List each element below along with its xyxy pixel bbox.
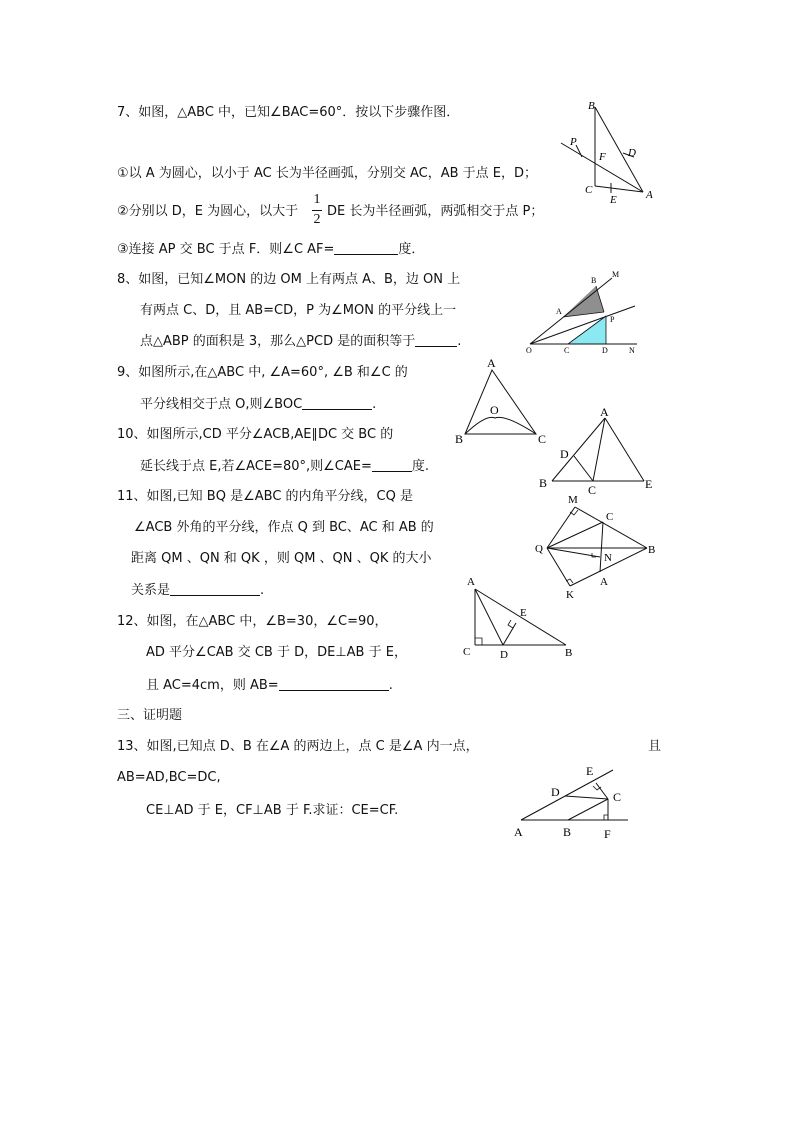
q9-label-O: O bbox=[490, 403, 499, 417]
q12-label-B: B bbox=[565, 647, 573, 659]
q8-line3b: . bbox=[457, 334, 462, 349]
q12-answer-blank[interactable] bbox=[279, 677, 389, 691]
q11-label-M: M bbox=[568, 494, 578, 506]
q7-label-E: E bbox=[610, 194, 617, 206]
q10-figure bbox=[535, 400, 660, 495]
q7-line1: 7、如图，△ABC 中，已知∠BAC=60°．按以下步骤作图． bbox=[117, 105, 460, 120]
q7-label-B: B bbox=[588, 100, 595, 112]
q12-line1: 12、如图，在△ABC 中，∠B=30，∠C=90， bbox=[117, 614, 388, 629]
q7-line4b: 度． bbox=[398, 242, 425, 257]
q8-label-C: C bbox=[564, 346, 570, 355]
q9-line2 bbox=[140, 396, 376, 413]
q10-line2 bbox=[140, 458, 429, 475]
q8-label-D: D bbox=[602, 346, 608, 355]
q7-figure bbox=[555, 95, 665, 205]
q13-label-C: C bbox=[613, 790, 622, 804]
q10-line2b: 度. bbox=[411, 459, 430, 474]
q9-answer-blank[interactable] bbox=[302, 396, 372, 410]
q11-label-B: B bbox=[648, 544, 656, 556]
q13-label-B: B bbox=[563, 825, 572, 839]
q11-line2: ∠ACB 外角的平分线，作点 Q 到 BC、AC 和 AB 的 bbox=[134, 520, 434, 535]
q11-label-K: K bbox=[566, 589, 574, 601]
q10-line1: 10、如图所示,CD 平分∠ACB,AE∥DC 交 BC 的 bbox=[117, 427, 394, 442]
q12-label-C: C bbox=[463, 646, 471, 658]
q9-line2b: . bbox=[372, 397, 377, 412]
q12-label-A: A bbox=[467, 576, 475, 588]
q12-label-E: E bbox=[520, 607, 527, 619]
q11-line4a: 关系是 bbox=[131, 583, 171, 598]
q11-line1: 11、如图,已知 BQ 是∠ABC 的内角平分线，CQ 是 bbox=[117, 489, 413, 504]
q7-line3b: DE 长为半径画弧，两弧相交于点 P； bbox=[327, 204, 544, 219]
q11-label-A: A bbox=[600, 576, 608, 588]
q12-line3a: 且 AC=4cm，则 AB= bbox=[146, 678, 279, 693]
q8-label-P: P bbox=[610, 315, 615, 324]
section-title: 三、证明题 bbox=[117, 708, 183, 723]
q7-line2: ①以 A 为圆心，以小于 AC 长为半径画弧，分别交 AC，AB 于点 E，D； bbox=[117, 166, 537, 181]
q8-figure bbox=[525, 268, 645, 358]
q7-answer-blank[interactable] bbox=[334, 241, 398, 255]
q7-frac-num: 1 bbox=[313, 192, 321, 207]
q9-line2a: 平分线相交于点 O,则∠BOC bbox=[140, 397, 303, 412]
q10-answer-blank[interactable] bbox=[372, 458, 412, 472]
q8-label-B: B bbox=[591, 276, 597, 285]
q7-label-P: P bbox=[570, 136, 577, 148]
q9-label-B: B bbox=[455, 432, 464, 446]
q13-label-F: F bbox=[604, 827, 611, 841]
q11-line3: 距离 QM 、QN 和 QK ，则 QM 、QN 、QK 的大小 bbox=[131, 551, 432, 566]
q12-line3 bbox=[146, 677, 393, 694]
q10-label-A: A bbox=[600, 405, 609, 419]
q7-label-C: C bbox=[585, 184, 593, 196]
q8-label-N: N bbox=[629, 346, 635, 355]
q11-line4b: . bbox=[260, 583, 265, 598]
q12-figure bbox=[455, 572, 580, 667]
q11-label-N: N bbox=[604, 552, 612, 564]
q9-label-C: C bbox=[538, 432, 547, 446]
q13-figure bbox=[505, 755, 640, 845]
q8-label-O: O bbox=[526, 346, 532, 355]
q13-line1-end: 且 bbox=[648, 739, 662, 754]
q10-label-B: B bbox=[539, 476, 548, 490]
q7-frac-den: 2 bbox=[313, 212, 321, 227]
q8-line3 bbox=[140, 333, 461, 350]
q10-label-D: D bbox=[560, 447, 569, 461]
q8-line2: 有两点 C、D，且 AB=CD，P 为∠MON 的平分线上一 bbox=[140, 303, 457, 318]
q8-answer-blank[interactable] bbox=[415, 333, 457, 347]
q9-line1: 9、如图所示,在△ABC 中, ∠A=60°, ∠B 和∠C 的 bbox=[117, 365, 408, 380]
q11-answer-blank[interactable] bbox=[170, 582, 260, 596]
q13-line2: AB=AD,BC=DC, bbox=[117, 770, 221, 785]
q7-label-A: A bbox=[646, 189, 653, 201]
q13-line1: 13、如图,已知点 D、B 在∠A 的两边上，点 C 是∠A 内一点， bbox=[117, 739, 479, 754]
q8-label-M: M bbox=[612, 270, 620, 279]
q7-label-D: D bbox=[628, 147, 636, 159]
q11-label-Q: Q bbox=[535, 543, 543, 555]
q13-label-A: A bbox=[514, 825, 523, 839]
q7-line4 bbox=[117, 241, 424, 258]
q12-label-D: D bbox=[500, 649, 508, 661]
q11-line4 bbox=[131, 582, 264, 599]
q7-line4a: ③连接 AP 交 BC 于点 F．则∠C AF= bbox=[117, 242, 335, 257]
q7-line3a: ②分别以 D，E 为圆心，以大于 bbox=[117, 204, 299, 219]
q10-label-C: C bbox=[588, 483, 597, 497]
q12-line2: AD 平分∠CAB 交 CB 于 D，DE⊥AB 于 E， bbox=[146, 645, 407, 660]
q13-line3: CE⊥AD 于 E，CF⊥AB 于 F.求证：CE=CF. bbox=[146, 803, 399, 818]
q7-label-F: F bbox=[599, 151, 606, 163]
q8-line1: 8、如图，已知∠MON 的边 OM 上有两点 A、B，边 ON 上 bbox=[117, 272, 461, 287]
q11-label-C: C bbox=[606, 511, 614, 523]
q10-label-E: E bbox=[645, 477, 653, 491]
q13-label-D: D bbox=[551, 785, 560, 799]
q9-label-A: A bbox=[487, 356, 496, 370]
q13-label-E: E bbox=[586, 764, 594, 778]
q10-line2a: 延长线于点 E,若∠ACE=80°,则∠CAE= bbox=[140, 459, 372, 474]
q8-line3a: 点△ABP 的面积是 3，那么△PCD 是的面积等于 bbox=[140, 334, 416, 349]
q8-label-A: A bbox=[556, 307, 562, 316]
q12-line3b: . bbox=[388, 678, 393, 693]
q7-frac-bar bbox=[312, 210, 322, 211]
